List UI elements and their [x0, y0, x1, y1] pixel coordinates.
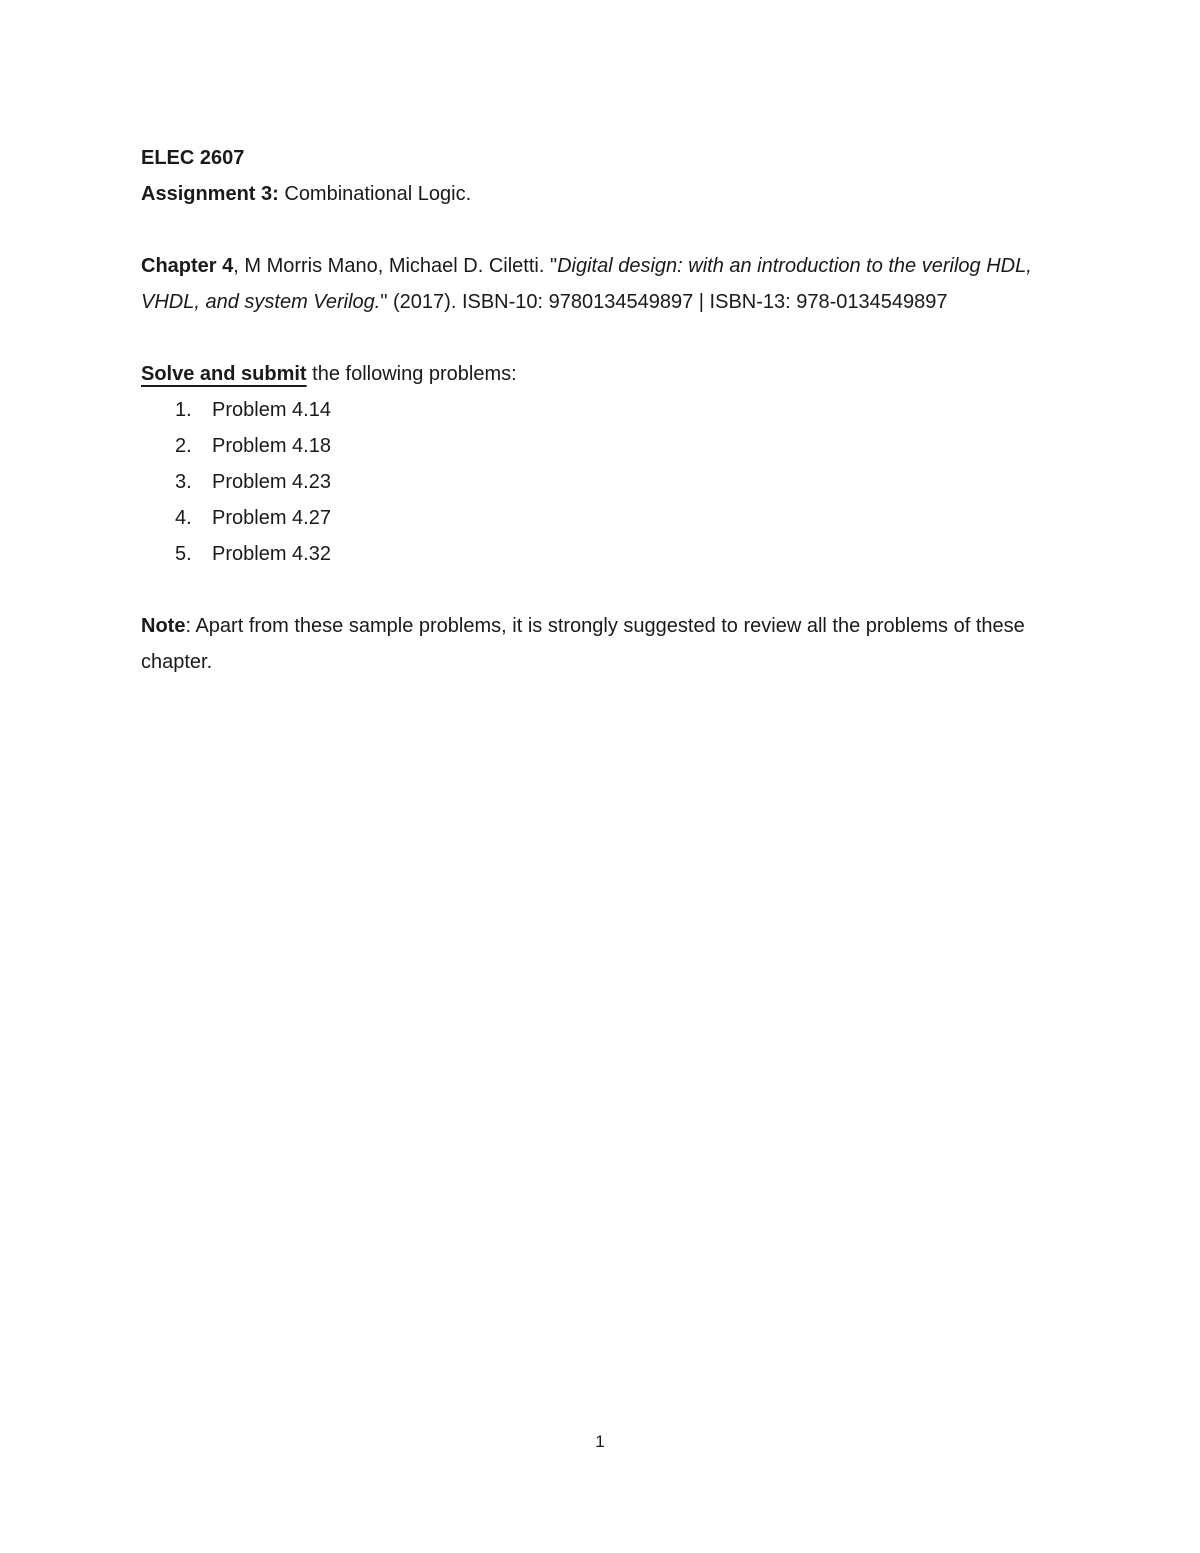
note-text: : Apart from these sample problems, it is strongly suggested to review all the problems of these chapter.	[141, 615, 1025, 673]
list-item	[141, 428, 1061, 464]
reference-authors: , M Morris Mano, Michael D. Ciletti. "	[233, 255, 558, 277]
instructions-lead: Solve and submit	[141, 363, 307, 385]
list-item-number: 4.	[175, 507, 192, 529]
instructions-text: the following problems:	[306, 363, 517, 385]
list-item	[141, 500, 1061, 536]
spacer	[141, 320, 1061, 356]
list-item	[141, 392, 1061, 428]
list-item-number: 3.	[175, 471, 192, 493]
document-body	[141, 140, 1061, 680]
list-item-label: Problem 4.27	[212, 507, 331, 529]
assignment-title: Combinational Logic.	[278, 183, 472, 205]
spacer	[141, 572, 1061, 608]
list-item	[141, 464, 1061, 500]
spacer	[141, 212, 1061, 248]
page-number: 1	[595, 1432, 605, 1451]
list-item-number: 5.	[175, 543, 192, 565]
assignment-label: Assignment 3:	[141, 183, 279, 205]
list-item	[141, 536, 1061, 572]
list-item-label: Problem 4.32	[212, 543, 331, 565]
chapter-label: Chapter 4	[141, 255, 234, 277]
note-paragraph	[141, 608, 1061, 680]
book-title: Digital design: with an introduction to the verilog HDL, VHDL, and system Verilog.	[141, 255, 1032, 313]
list-item-number: 2.	[175, 435, 192, 457]
list-item-number: 1.	[175, 399, 192, 421]
problem-list	[141, 392, 1061, 572]
list-item-label: Problem 4.23	[212, 471, 331, 493]
list-item-label: Problem 4.18	[212, 435, 331, 457]
reference-details: " (2017). ISBN-10: 9780134549897 | ISBN-13: 978-0134549897	[380, 291, 948, 313]
reference-citation	[141, 248, 1061, 320]
list-item-label: Problem 4.14	[212, 399, 331, 421]
note-label: Note	[141, 615, 186, 637]
assignment-heading	[141, 176, 1061, 212]
instructions	[141, 356, 1061, 392]
course-code: ELEC 2607	[141, 147, 245, 169]
